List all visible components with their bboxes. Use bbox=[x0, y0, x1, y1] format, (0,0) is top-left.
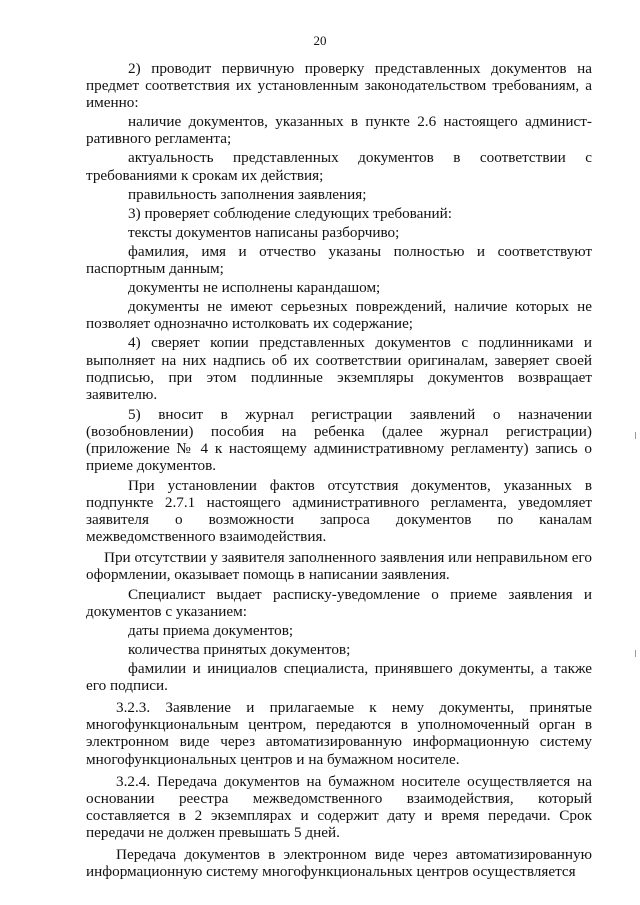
paragraph: актуальность представленных документов в соответствии с требованиями к срокам их действия; bbox=[86, 149, 592, 184]
scan-margin-mark bbox=[635, 432, 636, 439]
paragraph: 3.2.3. Заявление и прилагаемые к нему документы, принятые многофункциональным центром, передаются в уполномоченный орган в электронном виде через автоматизированную информационную систему многофункциональных центров и на бумажном носителе. bbox=[86, 699, 592, 768]
paragraph: тексты документов написаны разборчиво; bbox=[128, 223, 400, 241]
paragraph: фамилии и инициалов специалиста, принявшего документы, а также его подписи. bbox=[86, 660, 592, 695]
paragraph: количества принятых документов; bbox=[128, 641, 351, 658]
scan-margin-mark bbox=[635, 650, 636, 657]
paragraph: 3.2.4. Передача документов на бумажном носителе осуществляется на основании реестра межведомственного взаимодействия, который составляется в 2 экземплярах и содержит дату и время передачи. Срок передачи не должен превышать 5 дней. bbox=[86, 772, 592, 841]
paragraph: документы не имеют серьезных повреждений, наличие которых не позволяет однозначно истолковать их содержание; bbox=[86, 298, 592, 333]
paragraph: 3) проверяет соблюдение следующих требований: bbox=[128, 204, 452, 222]
paragraph: При установлении фактов отсутствия документов, указанных в подпункте 2.7.1 настоящего административного регламента, уведомляет заявителя о возможности запроса документов по каналам межведомственного взаимодействия. bbox=[86, 477, 592, 546]
page-number: 20 bbox=[313, 33, 327, 48]
paragraph: наличие документов, указанных в пункте 2.6 настоящего админист-ративного регламента; bbox=[86, 113, 592, 148]
paragraph: Специалист выдает расписку-уведомление о приеме заявления и документов с указанием: bbox=[86, 585, 592, 620]
paragraph: Передача документов в электронном виде через автоматизированную информационную систему многофункциональных центров осуществляется bbox=[86, 846, 592, 881]
paragraph: 2) проводит первичную проверку представленных документов на предмет соответствия их установленным законодательством требованиям, а именно: bbox=[86, 60, 592, 112]
paragraph: 5) вносит в журнал регистрации заявлений о назначении (возобновлении) пособия на ребенка (далее журнал регистрации) (приложение № 4 к настоящему административному регламенту) запись о приеме документов. bbox=[86, 405, 592, 475]
paragraph: 4) сверяет копии представленных документов с подлинниками и выполняет на них надпись об их соответствии оригиналам, заверяет своей подписью, при этом подлинные экземпляры документов возвращает заявителю. bbox=[86, 334, 592, 403]
paragraph: фамилия, имя и отчество указаны полностью и соответствуют паспортным данным; bbox=[86, 242, 592, 278]
paragraph: документы не исполнены карандашом; bbox=[128, 279, 381, 297]
document-body bbox=[86, 60, 592, 880]
paragraph: При отсутствии у заявителя заполненного заявления или неправильном его оформлении, оказывает помощь в написании заявления. bbox=[86, 548, 592, 583]
paragraph: даты приема документов; bbox=[128, 621, 294, 639]
paragraph: правильность заполнения заявления; bbox=[128, 185, 367, 203]
